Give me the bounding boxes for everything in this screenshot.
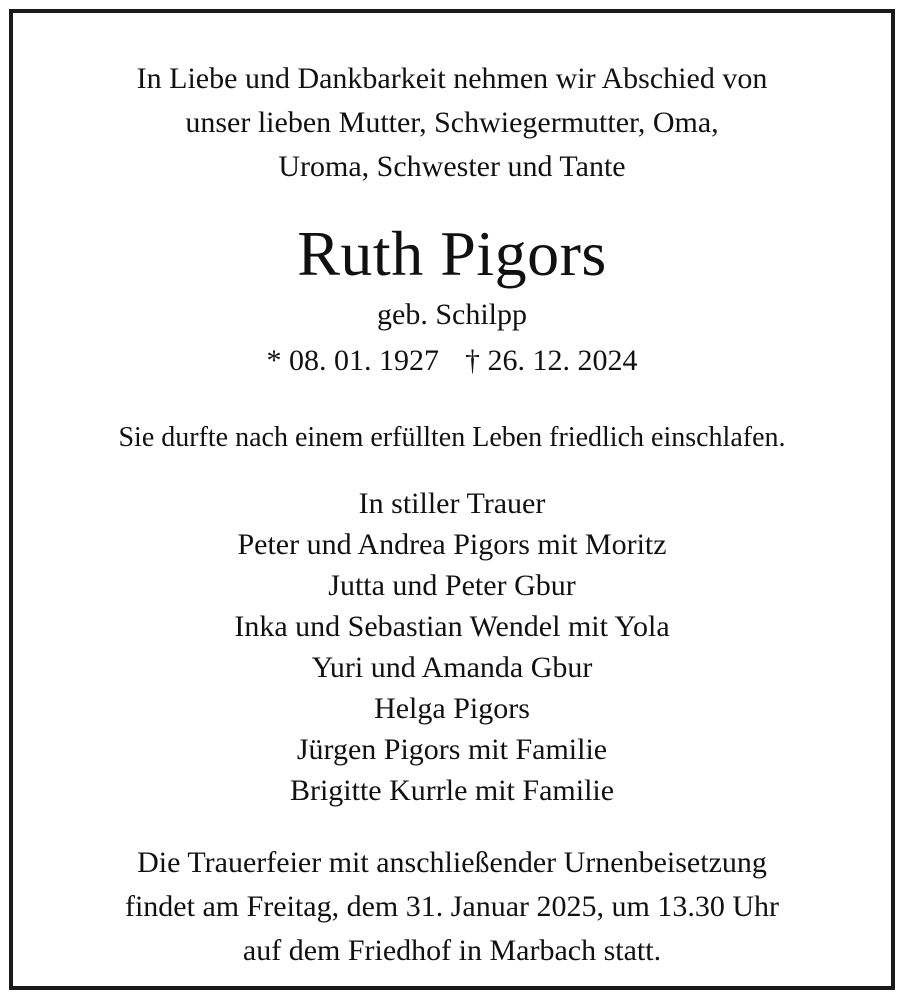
intro-line: unser lieben Mutter, Schwiegermutter, Oma, (185, 106, 719, 139)
statement-text: Sie durfte nach einem erfüllten Leben friedlich einschlafen. (118, 422, 786, 453)
service-line: findet am Freitag, dem 31. Januar 2025, um 13.30 Uhr (124, 890, 780, 923)
intro-text (13, 57, 891, 189)
service-info (13, 841, 891, 973)
mourner-line: In stiller Trauer (358, 487, 546, 520)
death-date: 26. 12. 2024 (487, 344, 638, 377)
intro-line: Uroma, Schwester und Tante (278, 150, 626, 183)
intro-line: In Liebe und Dankbarkeit nehmen wir Abschied von (136, 62, 768, 95)
mourner-line: Inka und Sebastian Wendel mit Yola (234, 610, 670, 643)
service-line: Die Trauerfeier mit anschließender Urnenbeisetzung (137, 846, 767, 879)
mourner-line: Jutta und Peter Gbur (328, 569, 576, 602)
mourner-line: Peter und Andrea Pigors mit Moritz (237, 528, 667, 561)
death-cross-icon: † (465, 344, 480, 377)
life-dates (13, 339, 891, 383)
born-name: geb. Schilpp (377, 298, 527, 331)
birth-date: 08. 01. 1927 (289, 344, 439, 377)
service-line: auf dem Friedhof in Marbach statt. (242, 934, 662, 967)
mourner-line: Brigitte Kurrle mit Familie (289, 774, 615, 807)
deceased-name: Ruth Pigors (297, 218, 607, 289)
birth-symbol: * (266, 344, 282, 377)
mourner-line: Yuri und Amanda Gbur (311, 651, 593, 684)
mourner-line: Jürgen Pigors mit Familie (296, 733, 608, 766)
obituary-frame (9, 9, 895, 990)
mourner-line: Helga Pigors (374, 692, 530, 725)
mourners-list (13, 483, 891, 811)
